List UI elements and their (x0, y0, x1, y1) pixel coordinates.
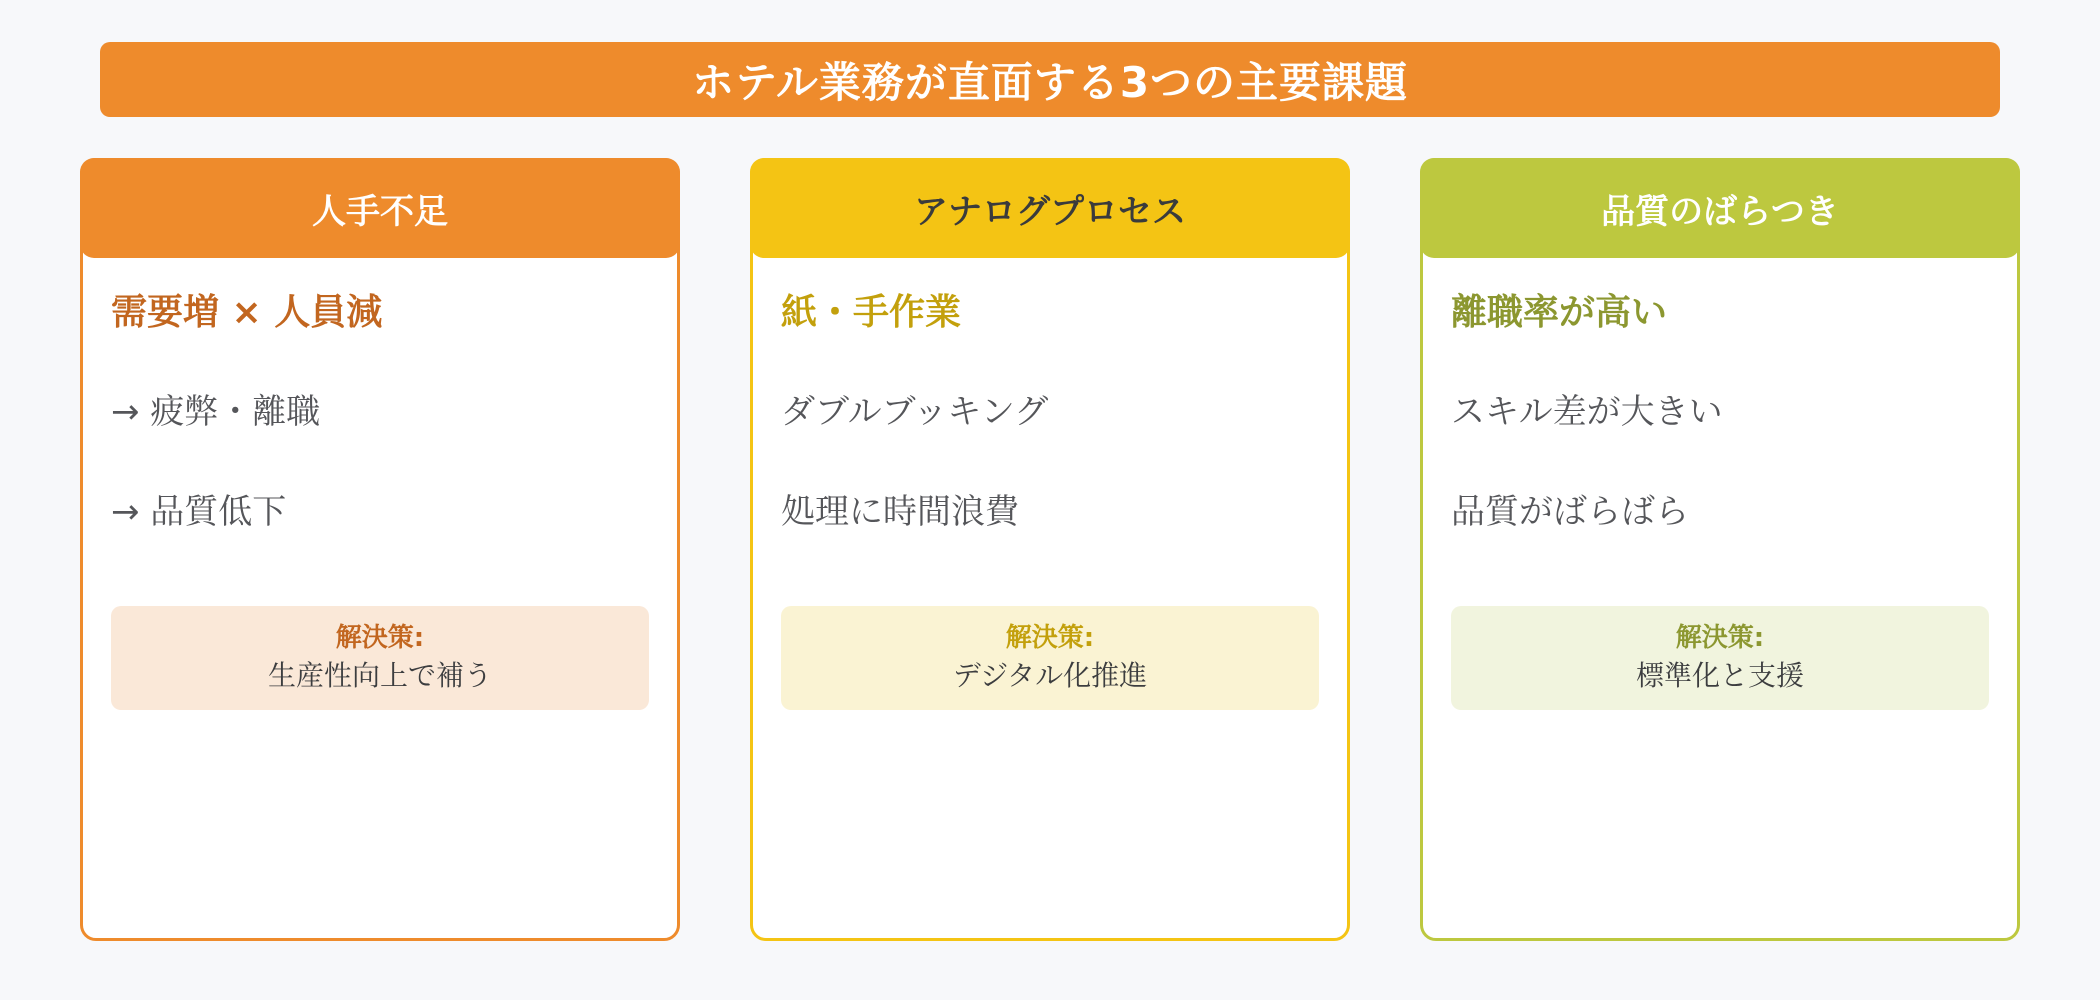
card-header-quality-variation (1420, 158, 2020, 258)
card-title: 品質のばらつき (1601, 191, 1839, 232)
card-body (753, 258, 1347, 710)
card-point: ダブルブッキング (781, 392, 1049, 432)
solution-box (1451, 606, 1989, 710)
solution-box (111, 606, 649, 710)
card-title: 人手不足 (312, 191, 448, 232)
card-analog-process (750, 158, 1350, 941)
page-title: ホテル業務が直面する3つの主要課題 (691, 57, 1409, 107)
solution-text: デジタル化推進 (952, 659, 1148, 692)
card-labor-shortage (80, 158, 680, 941)
card-body (83, 258, 677, 710)
card-heading: 離職率が高い (1451, 292, 1668, 333)
solution-text: 生産性向上で補う (267, 659, 492, 692)
card-body (1423, 258, 2017, 710)
page-title-banner (100, 42, 2000, 117)
card-point: → 品質低下 (111, 492, 287, 532)
card-point: 処理に時間浪費 (781, 492, 1019, 532)
card-title: アナログプロセス (914, 191, 1186, 232)
card-header-labor-shortage (80, 158, 680, 258)
card-point: → 疲弊・離職 (111, 392, 321, 432)
solution-box (781, 606, 1319, 710)
cards-row (80, 158, 2020, 941)
card-quality-variation (1420, 158, 2020, 941)
solution-label: 解決策: (1005, 623, 1095, 653)
card-point: 品質がばらばら (1451, 492, 1689, 532)
card-heading: 紙・手作業 (781, 292, 962, 333)
card-point: スキル差が大きい (1451, 392, 1723, 432)
card-header-analog-process (750, 158, 1350, 258)
solution-label: 解決策: (335, 623, 425, 653)
card-heading: 需要増 × 人員減 (111, 292, 383, 333)
solution-label: 解決策: (1675, 623, 1765, 653)
solution-text: 標準化と支援 (1635, 659, 1804, 692)
